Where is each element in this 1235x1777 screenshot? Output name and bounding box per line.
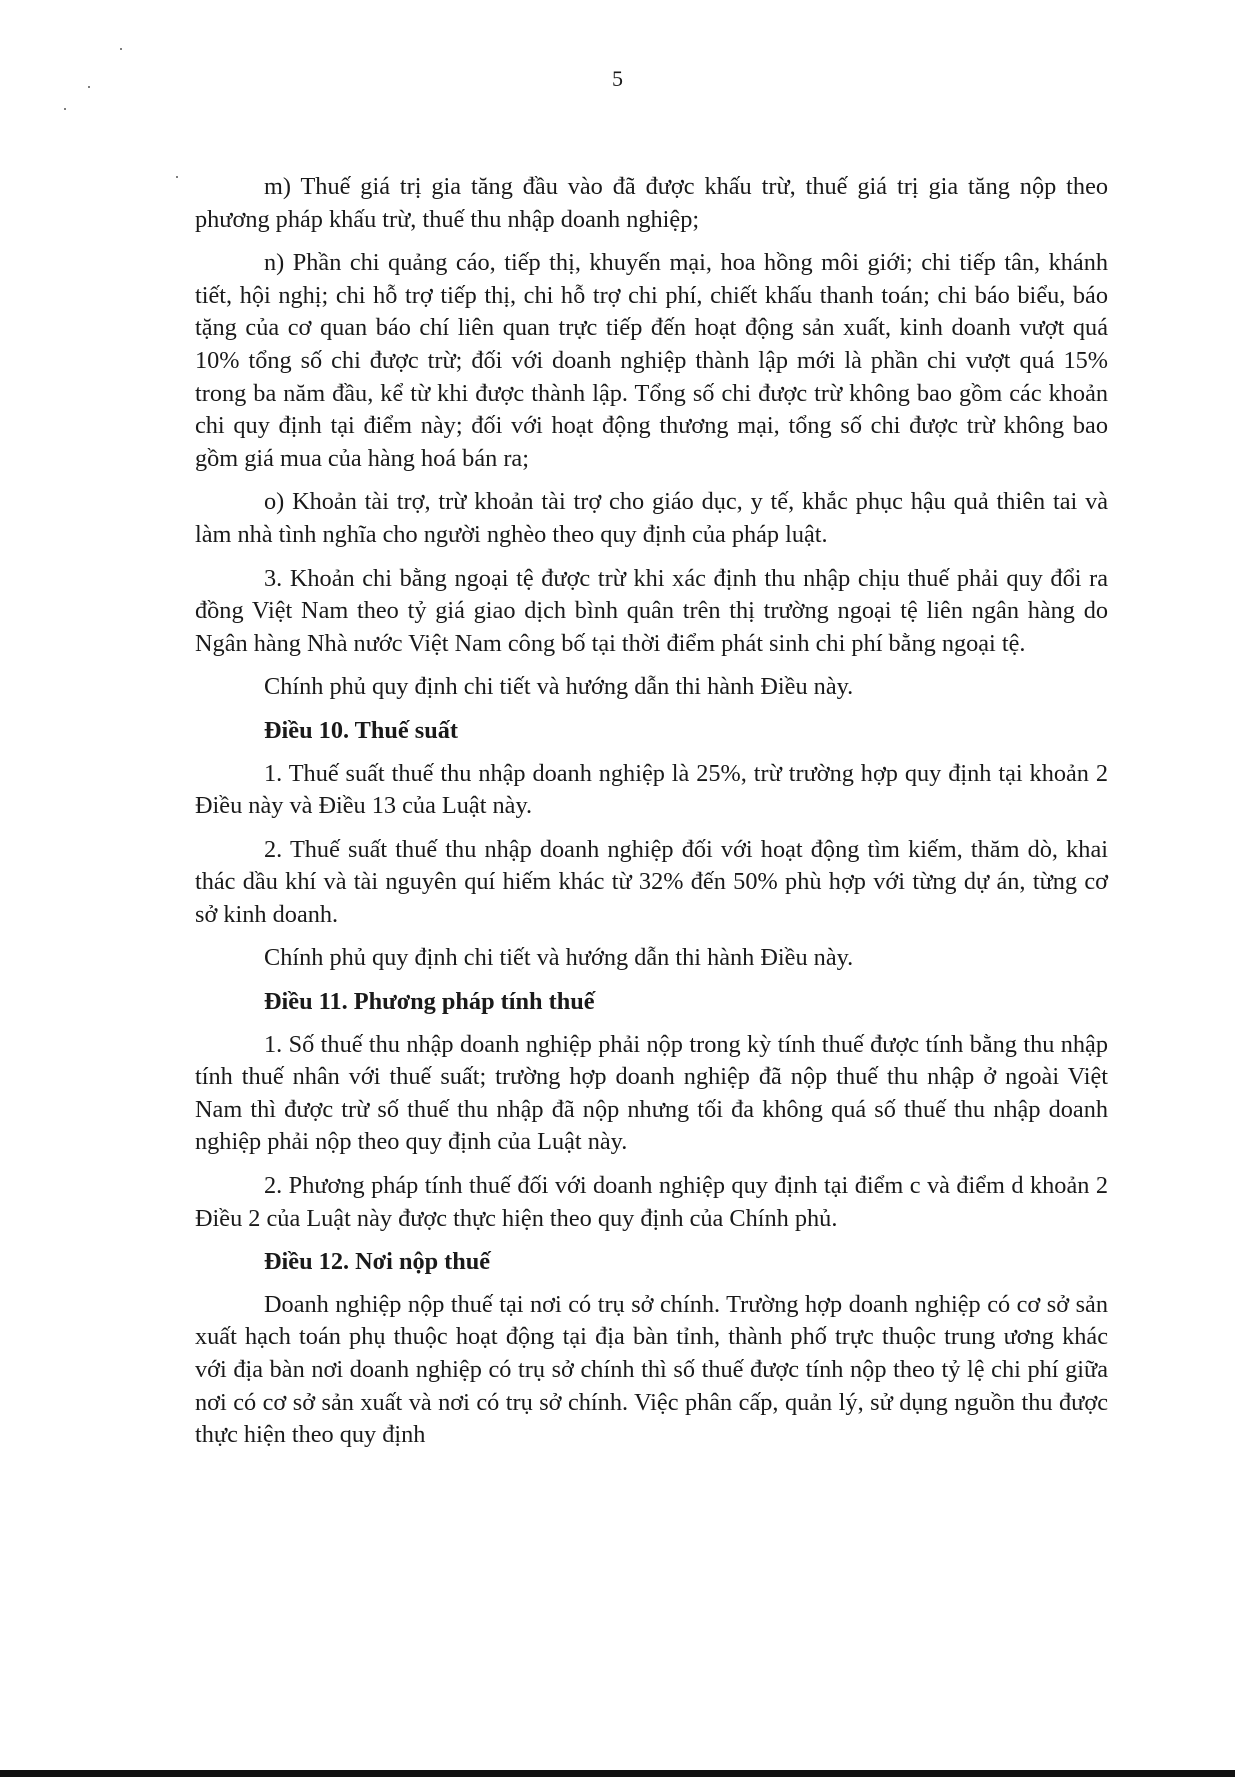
document-body [195, 171, 1108, 1463]
article-10-heading: Điều 10. Thuế suất [264, 716, 458, 744]
scan-speck [120, 48, 122, 50]
scan-speck [176, 176, 178, 178]
article-10-government-note: Chính phủ quy định chi tiết và hướng dẫn thi hành Điều này. [264, 944, 854, 972]
article-11-clause-1: 1. Số thuế thu nhập doanh nghiệp phải nộp trong kỳ tính thuế được tính bằng thu nhập tính thuế nhân với thuế suất; trường hợp doanh nghiệp đã nộp thuế thu nhập ở ngoài Việt Nam thì được trừ số thuế thu nhập đã nộp nhưng tối đa không quá số thuế thu nhập doanh nghiệp phải nộp theo quy định của Luật này. [195, 1030, 1108, 1156]
article-11-clause-2: 2. Phương pháp tính thuế đối với doanh nghiệp quy định tại điểm c và điểm d khoản 2 Điều 2 của Luật này được thực hiện theo quy định của Chính phủ. [195, 1172, 1108, 1232]
paragraph-m: m) Thuế giá trị gia tăng đầu vào đã được khấu trừ, thuế giá trị gia tăng nộp theo phương pháp khấu trừ, thuế thu nhập doanh nghiệp; [195, 173, 1108, 233]
article-10-clause-2: 2. Thuế suất thuế thu nhập doanh nghiệp đối với hoạt động tìm kiếm, thăm dò, khai thác dầu khí và tài nguyên quí hiếm khác từ 32% đến 50% phù hợp với từng dự án, từng cơ sở kinh doanh. [195, 835, 1108, 928]
article-12-paragraph: Doanh nghiệp nộp thuế tại nơi có trụ sở chính. Trường hợp doanh nghiệp có cơ sở sản xuất hạch toán phụ thuộc hoạt động tại địa bàn tỉnh, thành phố trực thuộc trung ương khác với địa bàn nơi doanh nghiệp có trụ sở chính thì số thuế được tính nộp theo tỷ lệ chi phí giữa nơi có cơ sở sản xuất và nơi có trụ sở chính. Việc phân cấp, quản lý, sử dụng nguồn thu được thực hiện theo quy định [195, 1290, 1108, 1449]
paragraph-government-note: Chính phủ quy định chi tiết và hướng dẫn thi hành Điều này. [264, 673, 854, 701]
article-11-heading: Điều 11. Phương pháp tính thuế [264, 988, 595, 1016]
paragraph-clause-3: 3. Khoản chi bằng ngoại tệ được trừ khi xác định thu nhập chịu thuế phải quy đổi ra đồng Việt Nam theo tỷ giá giao dịch bình quân trên thị trường ngoại tệ liên ngân hàng do Ngân hàng Nhà nước Việt Nam công bố tại thời điểm phát sinh chi phí bằng ngoại tệ. [195, 564, 1108, 657]
scan-speck [88, 86, 90, 88]
scan-edge-bar [0, 1770, 1235, 1777]
article-10-clause-1: 1. Thuế suất thuế thu nhập doanh nghiệp là 25%, trừ trường hợp quy định tại khoản 2 Điều này và Điều 13 của Luật này. [195, 759, 1108, 820]
article-12-heading: Điều 12. Nơi nộp thuế [264, 1248, 491, 1276]
paragraph-n: n) Phần chi quảng cáo, tiếp thị, khuyến mại, hoa hồng môi giới; chi tiếp tân, khánh tiết, hội nghị; chi hỗ trợ tiếp thị, chi hỗ trợ chi phí, chiết khấu thanh toán; chi báo biểu, báo tặng của cơ quan báo chí liên quan trực tiếp đến hoạt động sản xuất, kinh doanh vượt quá 10% tổng số chi được trừ; đối với doanh nghiệp thành lập mới là phần chi vượt quá 15% trong ba năm đầu, kể từ khi được thành lập. Tổng số chi được trừ không bao gồm các khoản chi quy định tại điểm này; đối với hoạt động thương mại, tổng số chi được trừ không bao gồm giá mua của hàng hoá bán ra; [195, 249, 1108, 472]
page-number: 5 [612, 66, 623, 91]
scan-speck [64, 108, 66, 110]
paragraph-o: o) Khoản tài trợ, trừ khoản tài trợ cho giáo dục, y tế, khắc phục hậu quả thiên tai và làm nhà tình nghĩa cho người nghèo theo quy định của pháp luật. [195, 488, 1108, 548]
